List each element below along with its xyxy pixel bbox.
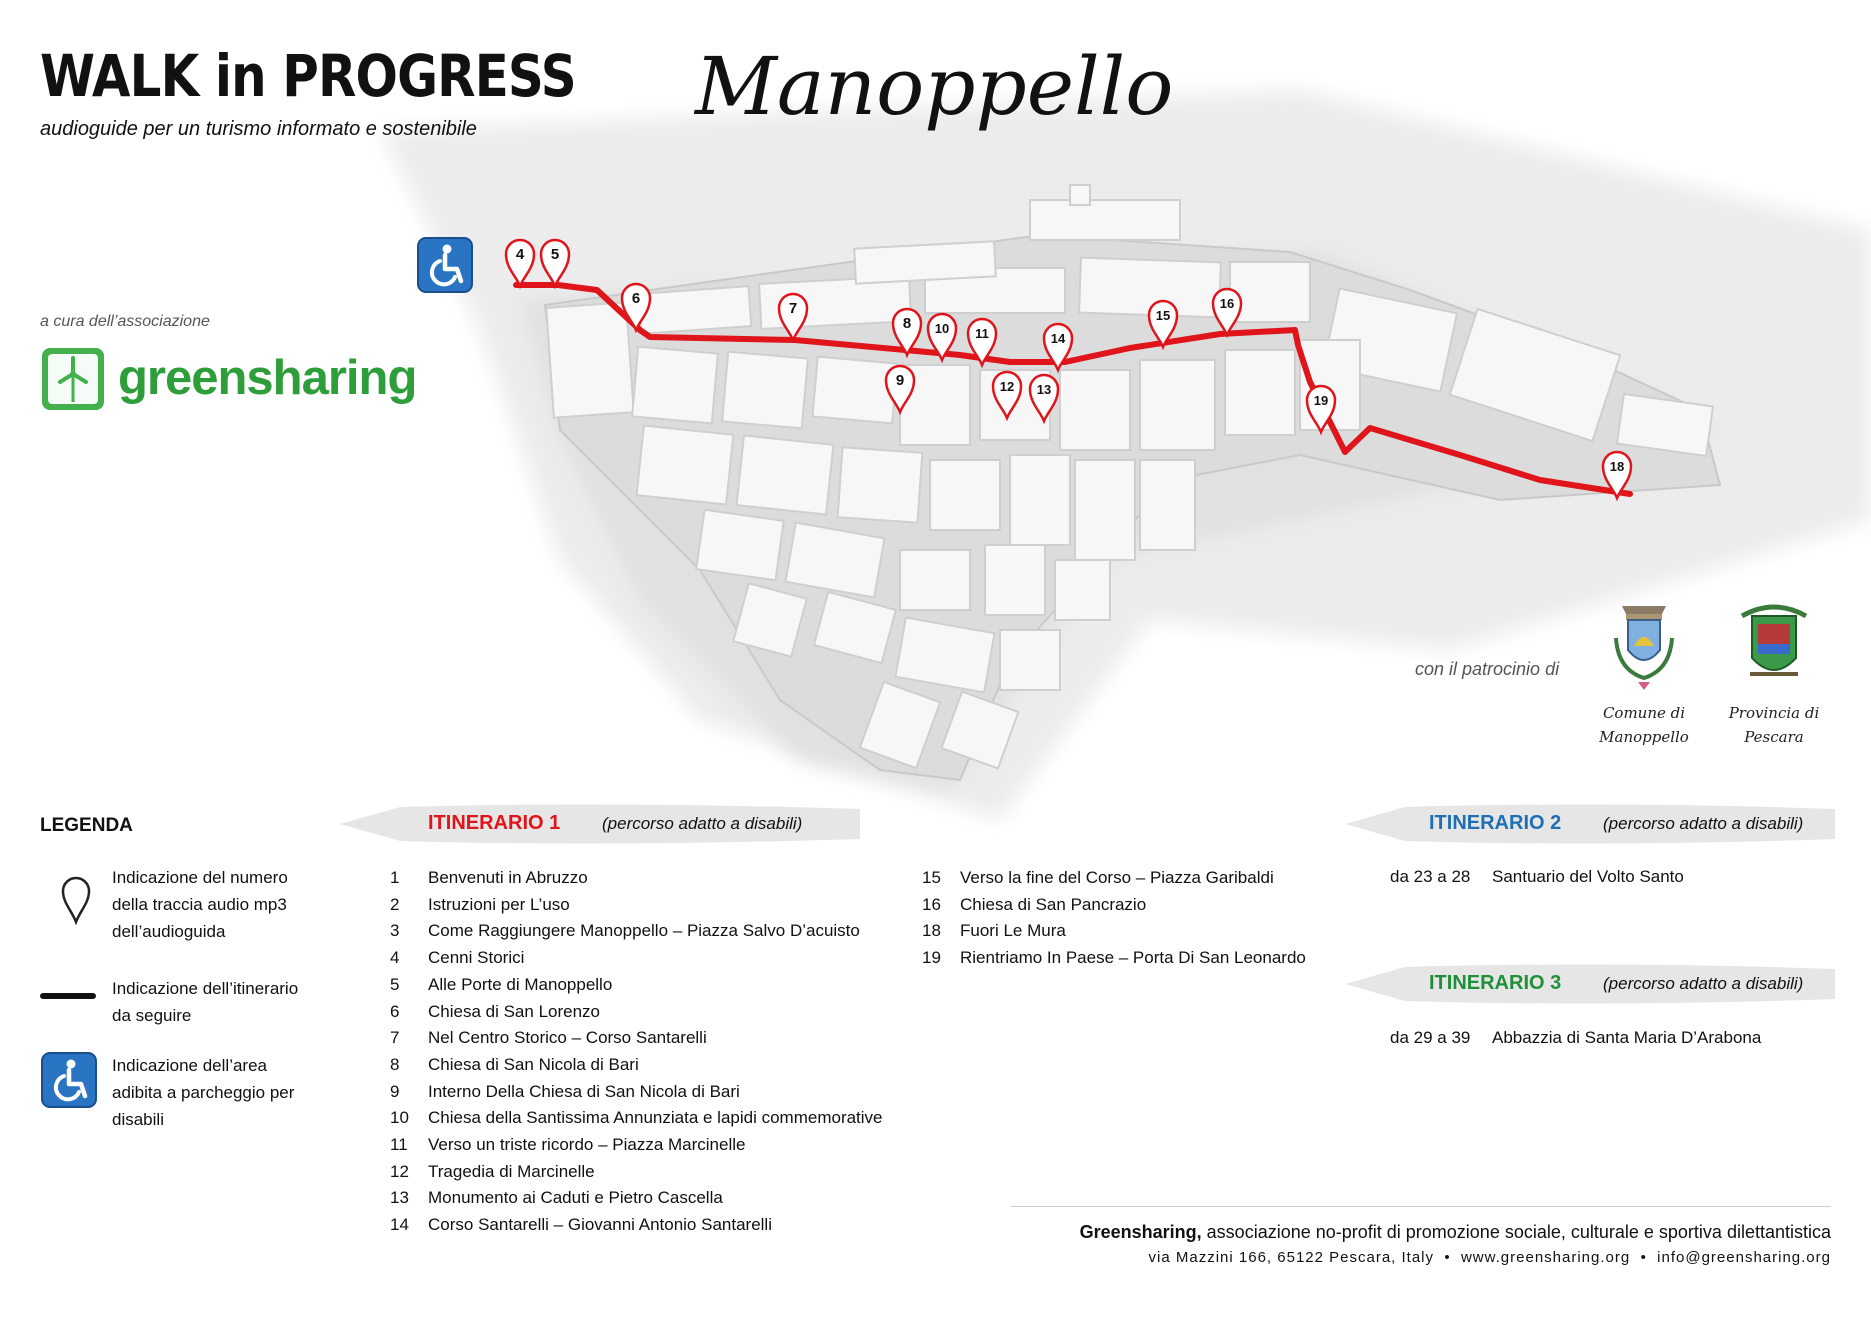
legend-route-line1: Indicazione dell’itinerario: [112, 979, 299, 998]
track-row: [390, 1212, 883, 1239]
track-number: 2: [390, 894, 400, 914]
legend-pin: [60, 875, 92, 925]
track-number: 16: [922, 894, 941, 914]
comune-seal: [1590, 598, 1698, 749]
itinerario3-title: ITINERARIO 3: [1429, 972, 1562, 994]
map-pin-icon: [60, 875, 92, 925]
route-marker-label: 8: [902, 315, 912, 332]
track-title: Fuori Le Mura: [960, 921, 1066, 941]
footer-email[interactable]: info@greensharing.org: [1657, 1249, 1831, 1266]
track-row: [922, 945, 1306, 972]
legend-parking-line3: disabili: [112, 1110, 164, 1129]
track-number: 4: [390, 948, 400, 968]
track-row: [390, 1025, 883, 1052]
track-number: 14: [390, 1215, 409, 1235]
route-marker-label: 9: [895, 372, 905, 389]
route-marker-label: 15: [1155, 308, 1171, 323]
track-title: Istruzioni per L’uso: [428, 894, 570, 914]
comune-coat-of-arms-icon: [1608, 598, 1680, 694]
track-row: [390, 999, 883, 1026]
track-title: Chiesa di San Lorenzo: [428, 1001, 601, 1021]
itinerario1-banner: [340, 803, 860, 845]
provincia-name-line1: Provincia di: [1728, 704, 1820, 722]
track-number: 10: [390, 1108, 409, 1128]
track-title: Nel Centro Storico – Corso Santarelli: [428, 1028, 707, 1048]
comune-name-line2: Manoppello: [1599, 728, 1689, 746]
route-marker-label: 14: [1050, 331, 1066, 346]
legend-pin-line3: dell’audioguida: [112, 922, 226, 941]
footer-org-desc: associazione no-profit di promozione sociale, culturale e sportiva dilettantistica: [1206, 1222, 1831, 1242]
provincia-name-line2: Pescara: [1744, 728, 1804, 746]
track-number: 19: [922, 948, 941, 968]
itinerario1-tracks-right: [922, 865, 1306, 972]
track-title: Chiesa della Santissima Annunziata e lapidi commemorative: [428, 1108, 883, 1128]
track-number: 8: [390, 1054, 400, 1074]
route-marker-label: 13: [1036, 382, 1052, 397]
track-number: 7: [390, 1028, 400, 1048]
footer-address: via Mazzini 166, 65122 Pescara, Italy: [1148, 1249, 1435, 1266]
route-marker-label: 16: [1219, 296, 1235, 311]
legend-route-line2: da seguire: [112, 1006, 192, 1025]
track-number: 3: [390, 921, 400, 941]
route-marker-label: 11: [975, 326, 989, 341]
itinerario3-row: [1390, 1028, 1761, 1048]
itinerario3-place: Abbazzia di Santa Maria D’Arabona: [1492, 1028, 1762, 1047]
itinerario2-title: ITINERARIO 2: [1429, 812, 1562, 834]
town-title: Manoppello: [695, 40, 1174, 133]
legend-title: LEGENDA: [40, 815, 133, 836]
track-row: [390, 945, 883, 972]
itinerario2-note: (percorso adatto a disabili): [1603, 814, 1804, 833]
track-number: 15: [922, 868, 941, 887]
footer-org: [1080, 1222, 1831, 1243]
itinerario1-title: ITINERARIO 1: [428, 812, 561, 834]
track-number: 18: [922, 921, 941, 941]
wind-turbine-icon: [40, 346, 106, 412]
itinerario2-row: [1390, 867, 1684, 887]
track-row: [922, 918, 1306, 945]
track-title: Chiesa di San Pancrazio: [960, 894, 1147, 914]
footer-contacts: [1149, 1249, 1831, 1266]
brand-title: WALK in PROGRESS: [40, 42, 576, 110]
legend-item-route: [112, 975, 298, 1029]
track-row: [390, 972, 883, 999]
track-row: [390, 1079, 883, 1106]
track-row: [390, 892, 883, 919]
track-title: Monumento ai Caduti e Pietro Cascella: [428, 1188, 723, 1208]
patronage-label: con il patrocinio di: [1415, 659, 1560, 679]
wheelchair-icon: [41, 1052, 97, 1108]
itinerario1-note: (percorso adatto a disabili): [602, 814, 803, 833]
track-row: [390, 1185, 883, 1212]
track-title: Alle Porte di Manoppello: [428, 974, 613, 994]
itinerario2-place: Santuario del Volto Santo: [1492, 867, 1684, 886]
track-title: Interno Della Chiesa di San Nicola di Bari: [428, 1081, 740, 1101]
track-row: [390, 1105, 883, 1132]
legend-pin-line1: Indicazione del numero: [112, 868, 288, 887]
route-marker-label: 5: [550, 246, 560, 263]
itinerario2-range: da 23 a 28: [1390, 867, 1471, 886]
parking-marker: [417, 237, 473, 293]
track-row: [390, 918, 883, 945]
track-title: Chiesa di San Nicola di Bari: [428, 1054, 639, 1074]
track-number: 11: [390, 1135, 408, 1155]
legend-parking: [41, 1052, 97, 1108]
route-line-icon: [40, 993, 96, 999]
track-row: [390, 1159, 883, 1186]
track-row: [390, 865, 883, 892]
legend-item-pin: [112, 864, 288, 945]
track-number: 9: [390, 1081, 400, 1101]
provincia-coat-of-arms-icon: [1736, 598, 1812, 694]
greensharing-logo: [40, 346, 417, 414]
track-title: Come Raggiungere Manoppello – Piazza Salvo D’acuisto: [428, 921, 860, 941]
route-marker-label: 18: [1609, 459, 1625, 474]
itinerario3-range: da 29 a 39: [1390, 1028, 1471, 1047]
greensharing-wordmark: greensharing: [118, 351, 417, 405]
legend-pin-line2: della traccia audio mp3: [112, 895, 287, 914]
track-number: 12: [390, 1161, 409, 1181]
comune-name-line1: Comune di: [1602, 704, 1686, 722]
track-row: [390, 1132, 883, 1159]
track-title: Cenni Storici: [428, 948, 525, 968]
itinerario1-tracks-left: [390, 865, 883, 1239]
track-title: Verso un triste ricordo – Piazza Marcinelle: [428, 1135, 746, 1155]
legend-item-parking: [112, 1052, 294, 1133]
footer-separator: •: [1444, 1249, 1451, 1266]
provincia-seal: [1720, 598, 1828, 749]
legend-parking-line1: Indicazione dell’area: [112, 1056, 267, 1075]
route-marker-label: 6: [631, 290, 641, 307]
legend-parking-line2: adibita a parcheggio per: [112, 1083, 295, 1102]
track-row: [390, 1052, 883, 1079]
track-row: [922, 892, 1306, 919]
wheelchair-icon: [417, 237, 473, 293]
track-number: 6: [390, 1001, 400, 1021]
track-number: 5: [390, 974, 400, 994]
footer-website[interactable]: www.greensharing.org: [1460, 1249, 1631, 1266]
track-number: 1: [390, 868, 400, 887]
route-marker-label: 7: [788, 300, 798, 317]
route-marker-label: 4: [515, 246, 525, 263]
brand-subtitle: audioguide per un turismo informato e sostenibile: [40, 118, 477, 140]
route-marker-label: 12: [999, 379, 1015, 394]
footer-separator: •: [1640, 1249, 1647, 1266]
footer-org-name: Greensharing,: [1079, 1222, 1202, 1242]
track-title: Rientriamo In Paese – Porta Di San Leonardo: [960, 948, 1306, 968]
track-title: Corso Santarelli – Giovanni Antonio Santarelli: [428, 1215, 772, 1235]
track-title: Tragedia di Marcinelle: [428, 1161, 595, 1181]
track-row: [922, 865, 1306, 892]
track-number: 13: [390, 1188, 409, 1208]
track-title: Benvenuti in Abruzzo: [428, 868, 588, 887]
itinerario3-note: (percorso adatto a disabili): [1603, 974, 1804, 993]
track-title: Verso la fine del Corso – Piazza Garibaldi: [960, 868, 1274, 887]
itinerario3-banner: [1345, 963, 1835, 1005]
itinerario2-banner: [1345, 803, 1835, 845]
route-marker-label: 10: [934, 321, 950, 336]
curated-by-label: a cura dell’associazione: [40, 313, 210, 330]
footer-divider: [1011, 1206, 1831, 1207]
route-marker-label: 19: [1313, 393, 1329, 408]
